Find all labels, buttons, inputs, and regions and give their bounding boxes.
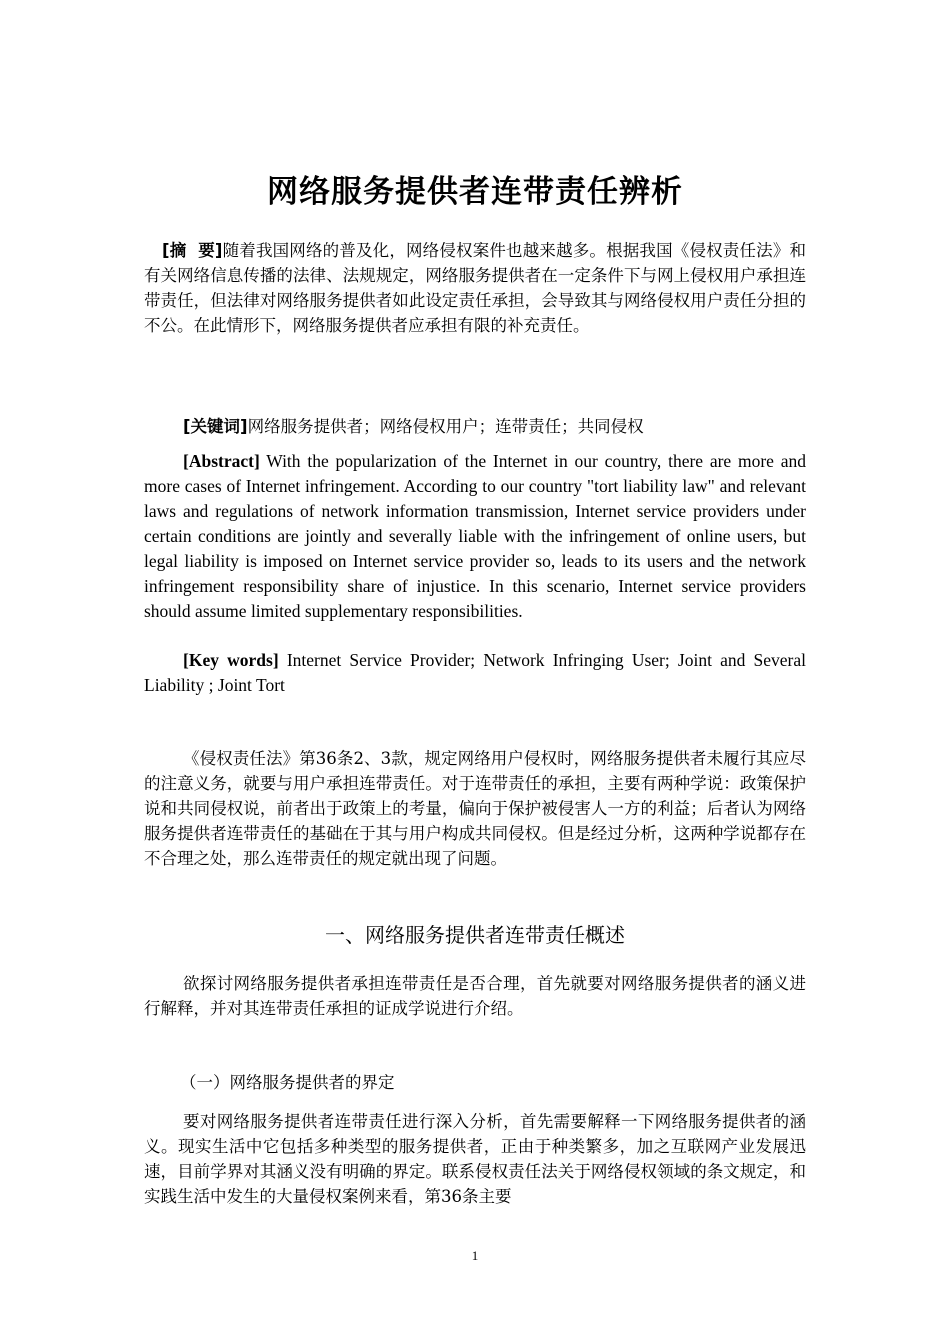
keywords-cn-label: [关键词] [183, 417, 248, 436]
keywords-en-text: Internet Service Provider; Network Infringing User; Joint and Several Liability ; Joint Tort [144, 650, 807, 695]
keywords-en-label: [Key words] [183, 650, 279, 670]
section-1-heading: 一、网络服务提供者连带责任概述 [325, 923, 625, 947]
intro-paragraph: 《侵权责任法》第36条2、3款，规定网络用户侵权时，网络服务提供者未履行其应尽的注意义务，就要与用户承担连带责任。对于连带责任的承担，主要有两种学说：政策保护说和共同侵权说，前者出于政策上的考量，偏向于保护被侵害人一方的利益；后者认为网络服务提供者连带责任的基础在于其与用户构成共同侵权。但是经过分析，这两种学说都存在不合理之处，那么连带责任的规定就出现了问题。 [144, 749, 806, 868]
subsection-1-heading: （一）网络服务提供者的界定 [180, 1073, 395, 1092]
keywords-en [144, 648, 806, 698]
abstract-cn-label: [摘 要] [162, 241, 223, 260]
abstract-cn-text: 随着我国网络的普及化，网络侵权案件也越来越多。根据我国《侵权责任法》和有关网络信息传播的法律、法规规定，网络服务提供者在一定条件下与网上侵权用户承担连带责任，但法律对网络服务提供者如此设定责任承担，会导致其与网络侵权用户责任分担的不公。在此情形下，网络服务提供者应承担有限的补充责任。 [144, 241, 806, 335]
keywords-cn [144, 414, 806, 439]
page-number: 1 [471, 1248, 479, 1263]
abstract-en [144, 449, 806, 624]
abstract-en-label: [Abstract] [183, 451, 260, 471]
abstract-en-text: With the popularization of the Internet in our country, there are more and more cases of Internet infringement. According to our country "tort liability law" and relevant laws and regulations of network information transmission, Internet service providers under certain conditions are jointly and severally liable with the infringement of online users, but legal liability is imposed on Internet service provider so, leads to its users and the network infringement responsibility share of injustice. In this scenario, Internet service providers should assume limited supplementary responsibilities. [144, 451, 806, 621]
subsection-1-paragraph: 要对网络服务提供者连带责任进行深入分析，首先需要解释一下网络服务提供者的涵义。现实生活中它包括多种类型的服务提供者，正由于种类繁多，加之互联网产业发展迅速，目前学界对其涵义没有明确的界定。联系侵权责任法关于网络侵权领域的条文规定，和实践生活中发生的大量侵权案例来看，第36条主要 [144, 1112, 806, 1206]
section-1-paragraph: 欲探讨网络服务提供者承担连带责任是否合理，首先就要对网络服务提供者的涵义进行解释，并对其连带责任承担的证成学说进行介绍。 [144, 974, 806, 1018]
paper-title: 网络服务提供者连带责任辨析 [267, 174, 683, 210]
keywords-cn-text: 网络服务提供者；网络侵权用户；连带责任；共同侵权 [247, 417, 644, 436]
abstract-cn [144, 238, 806, 338]
